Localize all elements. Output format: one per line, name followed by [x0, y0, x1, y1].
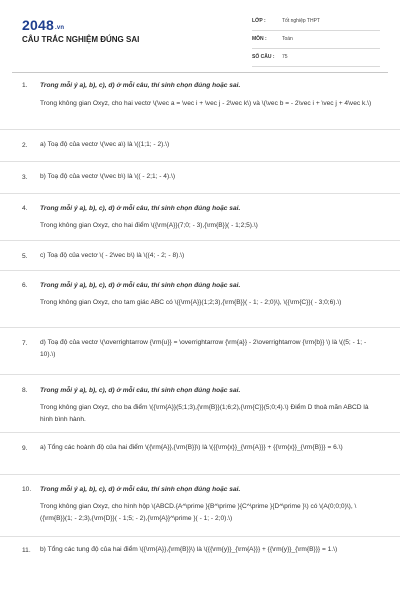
question-item: [0, 537, 400, 577]
question-instruction: Trong mỗi ý a), b), c), d) ở mỗi câu, thí sinh chọn đúng hoặc sai.: [40, 82, 241, 89]
brand-tld: .vn: [54, 25, 65, 31]
header: [0, 0, 400, 66]
meta-label: LỚP :: [252, 18, 266, 24]
question-number: 2.: [22, 142, 28, 149]
question-list: [0, 72, 400, 577]
question-instruction: Trong mỗi ý a), b), c), d) ở mỗi câu, thí sinh chọn đúng hoặc sai.: [40, 387, 241, 394]
question-number: 9.: [22, 445, 28, 452]
question-text: Trong không gian Oxyz, cho hai vectơ \(\vec a = \vec i + \vec j - 2\vec k\) và \(\vec b = - 2\vec i + \vec j + 4\vec k.\): [40, 100, 372, 107]
question-number: 5.: [22, 253, 28, 260]
page-title: CÂU TRẮC NGHIỆM ĐÚNG SAI: [22, 35, 140, 44]
question-number: 1.: [22, 82, 28, 89]
question-text: c) Toạ độ của vectơ \( - 2\vec b\) là \((4; - 2; - 8).\): [40, 252, 185, 259]
question-text: Trong không gian Oxyz, cho hình hộp \(ABCD.{A^\prime }{B^\prime }{C^\prime }{D^\prime }\) có \(A(0;0;0)\), \({\rm{B}}(1; - 2;3),{\rm{D}}( - 1;5; - 2),{\rm{A}}^\prime }( - 1; - 2;0).\): [40, 503, 357, 522]
question-text: Trong không gian Oxyz, cho ba điểm \({\rm{A}}(5;1;3),{\rm{B}}(1;6;2),{\rm{C}}(5;0;4).\) Điểm D thoả mãn ABCD là hình bình hành.: [40, 404, 369, 423]
question-instruction: Trong mỗi ý a), b), c), d) ở mỗi câu, thí sinh chọn đúng hoặc sai.: [40, 486, 241, 493]
question-item: [0, 271, 400, 328]
question-text: d) Toạ độ của vectơ \(\overrightarrow {\rm{u}} = \overrightarrow {\rm{a}} - 2\overrightarrow {\rm{b}} \) là \((5; - 1; - 10).\): [40, 339, 367, 358]
question-instruction: Trong mỗi ý a), b), c), d) ở mỗi câu, thí sinh chọn đúng hoặc sai.: [40, 205, 241, 212]
question-text: b) Tổng các tung độ của hai điểm \({\rm{A}},{\rm{B}}\) là \({{\rm{y}}_{\rm{A}}} + {{\rm{y}}_{\rm{B}}} = 1.\): [40, 546, 338, 553]
meta-value: Toán: [282, 36, 293, 42]
question-item: [0, 433, 400, 475]
meta-label: SỐ CÂU :: [252, 54, 275, 60]
meta-label: MÔN :: [252, 36, 267, 42]
brand-logo[interactable]: [22, 17, 64, 33]
meta-row-class: [252, 15, 380, 31]
question-item: [0, 162, 400, 194]
question-item: [0, 328, 400, 375]
question-text: Trong không gian Oxyz, cho tam giác ABC có \({\rm{A}}(1;2;3),{\rm{B}}( - 1; - 2;0)\), \({\rm{C}}( - 3;0;6).\): [40, 299, 342, 306]
question-item: [0, 241, 400, 271]
meta-row-count: [252, 51, 380, 67]
question-number: 11.: [22, 547, 31, 554]
question-item: [0, 375, 400, 433]
question-item: [0, 475, 400, 537]
question-item: [0, 130, 400, 162]
question-text: b) Toạ độ của vectơ \(\vec b\) là \(( - 2;1; - 4).\): [40, 173, 176, 180]
question-number: 7.: [22, 340, 28, 347]
question-text: a) Tổng các hoành độ của hai điểm \({\rm{A}},{\rm{B}}\) là \({{\rm{x}}_{\rm{A}}} + {{\rm{x}}_{\rm{B}}} = 6.\): [40, 444, 343, 451]
question-text: a) Toạ độ của vectơ \(\vec a\) là \((1;1; - 2).\): [40, 141, 170, 148]
question-number: 4.: [22, 205, 28, 212]
meta-value: Tốt nghiệp THPT: [282, 18, 320, 24]
question-instruction: Trong mỗi ý a), b), c), d) ở mỗi câu, thí sinh chọn đúng hoặc sai.: [40, 282, 241, 289]
question-number: 10.: [22, 486, 32, 493]
question-item: [0, 194, 400, 241]
question-number: 6.: [22, 282, 28, 289]
meta-row-subject: [252, 33, 380, 49]
meta-value: 75: [282, 54, 288, 60]
meta-info: [252, 15, 380, 69]
brand-name: 2048: [22, 17, 54, 33]
question-text: Trong không gian Oxyz, cho hai điểm \({\rm{A}}(7;0; - 3),{\rm{B}}( - 1;2;5).\): [40, 222, 258, 229]
question-number: 8.: [22, 387, 28, 394]
question-item: [0, 72, 400, 130]
question-number: 3.: [22, 174, 28, 181]
